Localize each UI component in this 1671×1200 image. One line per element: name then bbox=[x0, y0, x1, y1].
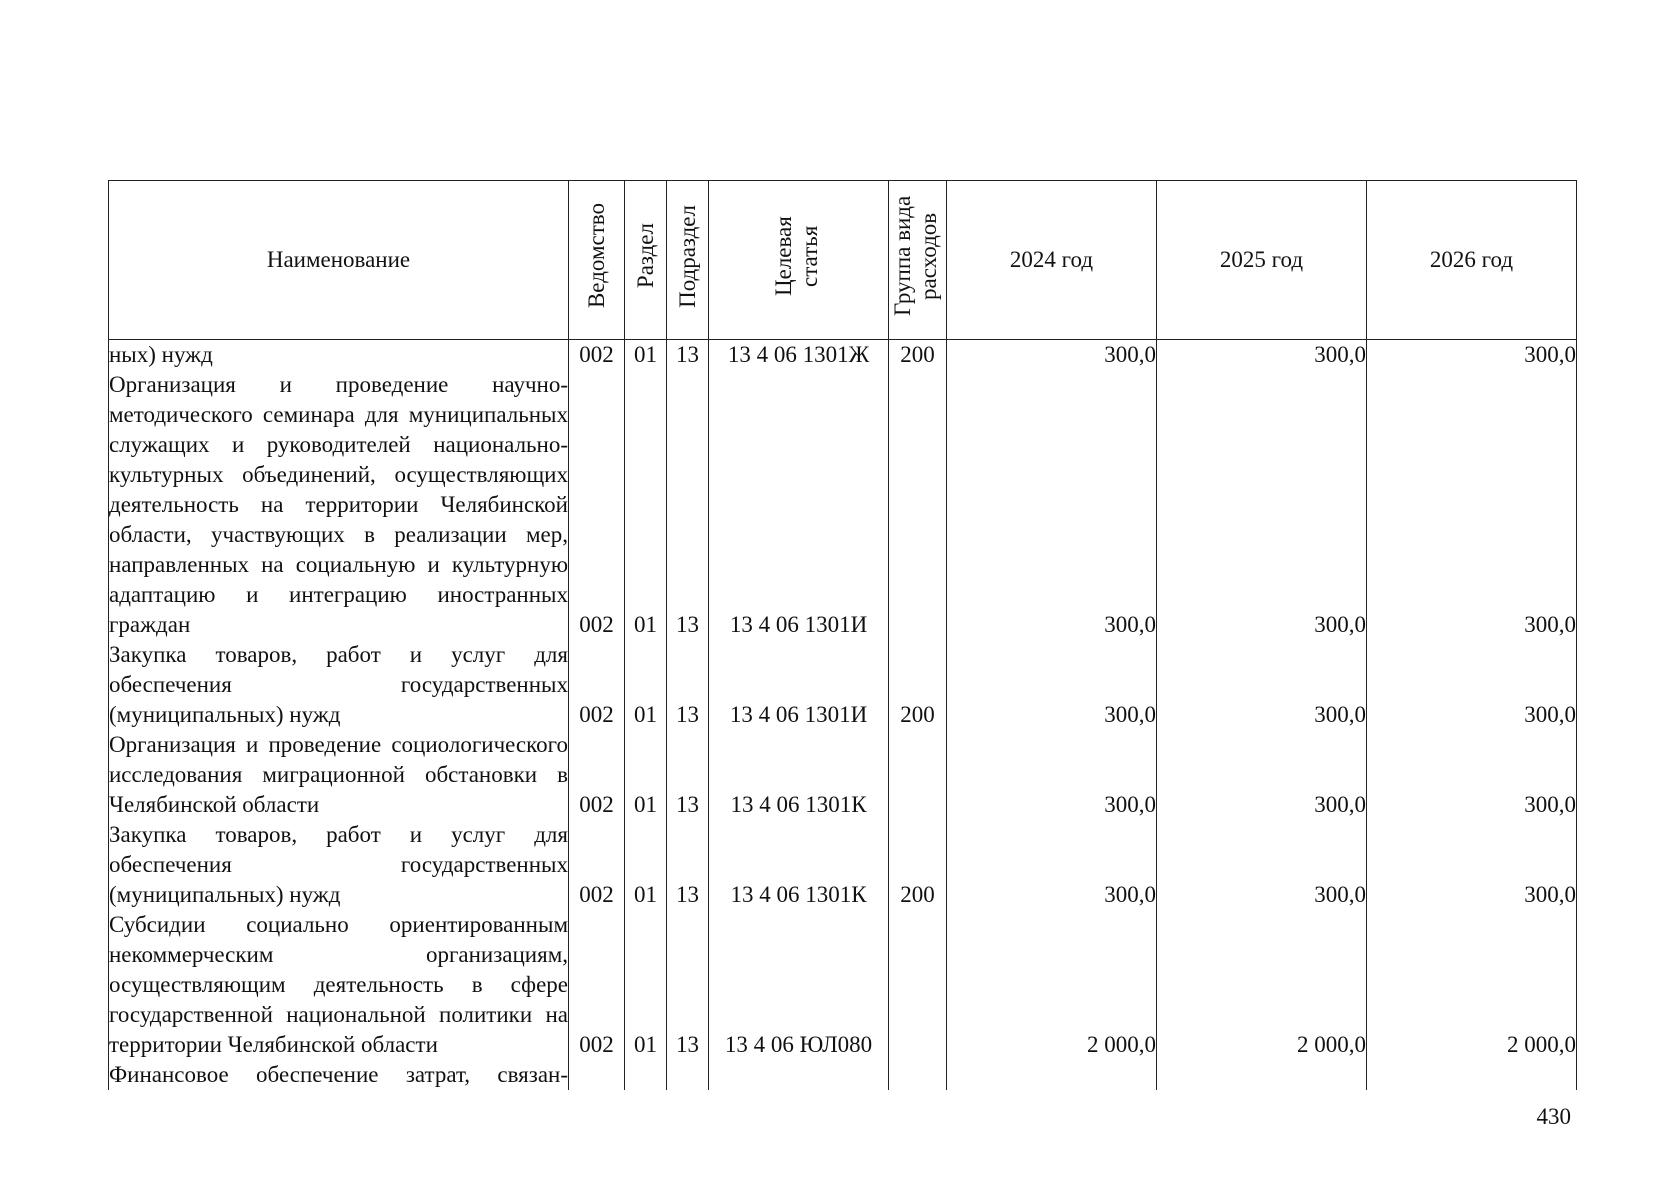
row-amount-2024: 2 000,0 bbox=[947, 910, 1157, 1060]
row-target-article: 13 4 06 ЮЛ080 bbox=[709, 910, 889, 1060]
row-amount-2026: 300,0 bbox=[1367, 640, 1577, 730]
row-amount-2024: 300,0 bbox=[947, 340, 1157, 371]
row-target-article: 13 4 06 1301И bbox=[709, 640, 889, 730]
header-2025: 2025 год bbox=[1157, 181, 1367, 340]
row-amount-2025: 2 000,0 bbox=[1157, 910, 1367, 1060]
header-name: Наименование bbox=[109, 181, 569, 340]
row-subsection: 13 bbox=[667, 640, 709, 730]
header-expense-group: Группа вида расходов bbox=[889, 181, 947, 340]
row-expense-group: 200 bbox=[889, 340, 947, 371]
row-section: 01 bbox=[625, 730, 667, 820]
row-name: Закупка товаров, работ и услуг для обеспечения государственных (муниципальных) нужд bbox=[109, 640, 569, 730]
header-target-article: Целевая статья bbox=[709, 181, 889, 340]
header-2026: 2026 год bbox=[1367, 181, 1577, 340]
row-subsection: 13 bbox=[667, 370, 709, 640]
page-number: 430 bbox=[1536, 1104, 1571, 1129]
continuation-text: Финансовое обеспечение затрат, связан- bbox=[109, 1060, 569, 1090]
row-expense-group: 200 bbox=[889, 820, 947, 910]
row-department: 002 bbox=[569, 340, 625, 371]
row-section: 01 bbox=[625, 820, 667, 910]
continuation-row bbox=[109, 1060, 1577, 1090]
budget-table bbox=[108, 180, 1577, 1090]
row-amount-2026: 2 000,0 bbox=[1367, 910, 1577, 1060]
header-2024: 2024 год bbox=[947, 181, 1157, 340]
row-department: 002 bbox=[569, 730, 625, 820]
row-name: Субсидии социально ориентированным некоммерческим организациям, осуществляющим деятельность в сфере государственной национальной политики на территории Челябинской области bbox=[109, 910, 569, 1060]
table-row bbox=[109, 730, 1577, 820]
table-header-row bbox=[109, 181, 1577, 340]
row-expense-group bbox=[889, 910, 947, 1060]
row-target-article: 13 4 06 1301К bbox=[709, 730, 889, 820]
row-name: Организация и проведение социологического исследования миграционной обстановки в Челябинской области bbox=[109, 730, 569, 820]
header-section: Раздел bbox=[625, 181, 667, 340]
row-amount-2025: 300,0 bbox=[1157, 820, 1367, 910]
row-subsection: 13 bbox=[667, 910, 709, 1060]
row-subsection: 13 bbox=[667, 340, 709, 371]
row-amount-2026: 300,0 bbox=[1367, 340, 1577, 371]
row-subsection: 13 bbox=[667, 730, 709, 820]
header-subsection: Подраздел bbox=[667, 181, 709, 340]
table-row bbox=[109, 820, 1577, 910]
row-amount-2026: 300,0 bbox=[1367, 730, 1577, 820]
row-target-article: 13 4 06 1301Ж bbox=[709, 340, 889, 371]
row-expense-group bbox=[889, 370, 947, 640]
row-expense-group: 200 bbox=[889, 640, 947, 730]
row-amount-2024: 300,0 bbox=[947, 370, 1157, 640]
header-department: Ведомство bbox=[569, 181, 625, 340]
row-amount-2024: 300,0 bbox=[947, 820, 1157, 910]
row-department: 002 bbox=[569, 820, 625, 910]
row-expense-group bbox=[889, 730, 947, 820]
row-target-article: 13 4 06 1301И bbox=[709, 370, 889, 640]
table-row bbox=[109, 910, 1577, 1060]
row-amount-2026: 300,0 bbox=[1367, 820, 1577, 910]
row-department: 002 bbox=[569, 370, 625, 640]
row-name: Закупка товаров, работ и услуг для обеспечения государственных (муниципальных) нужд bbox=[109, 820, 569, 910]
row-amount-2026: 300,0 bbox=[1367, 370, 1577, 640]
table-row bbox=[109, 640, 1577, 730]
table-row bbox=[109, 340, 1577, 371]
row-amount-2024: 300,0 bbox=[947, 640, 1157, 730]
row-department: 002 bbox=[569, 640, 625, 730]
row-department: 002 bbox=[569, 910, 625, 1060]
row-amount-2025: 300,0 bbox=[1157, 730, 1367, 820]
row-amount-2025: 300,0 bbox=[1157, 640, 1367, 730]
row-section: 01 bbox=[625, 910, 667, 1060]
row-amount-2025: 300,0 bbox=[1157, 370, 1367, 640]
row-section: 01 bbox=[625, 340, 667, 371]
row-section: 01 bbox=[625, 640, 667, 730]
row-subsection: 13 bbox=[667, 820, 709, 910]
row-section: 01 bbox=[625, 370, 667, 640]
row-name: Организация и проведение научно-методического семинара для муниципальных служащих и руководителей национально-культурных объединений, осуществляющих деятельность на территории Челябинской области, участвующих в реализации мер, направленных на социальную и культурную адаптацию и интеграцию иностранных граждан bbox=[109, 370, 569, 640]
row-amount-2025: 300,0 bbox=[1157, 340, 1367, 371]
row-name: ных) нужд bbox=[109, 340, 569, 371]
table-row bbox=[109, 370, 1577, 640]
row-target-article: 13 4 06 1301К bbox=[709, 820, 889, 910]
row-amount-2024: 300,0 bbox=[947, 730, 1157, 820]
